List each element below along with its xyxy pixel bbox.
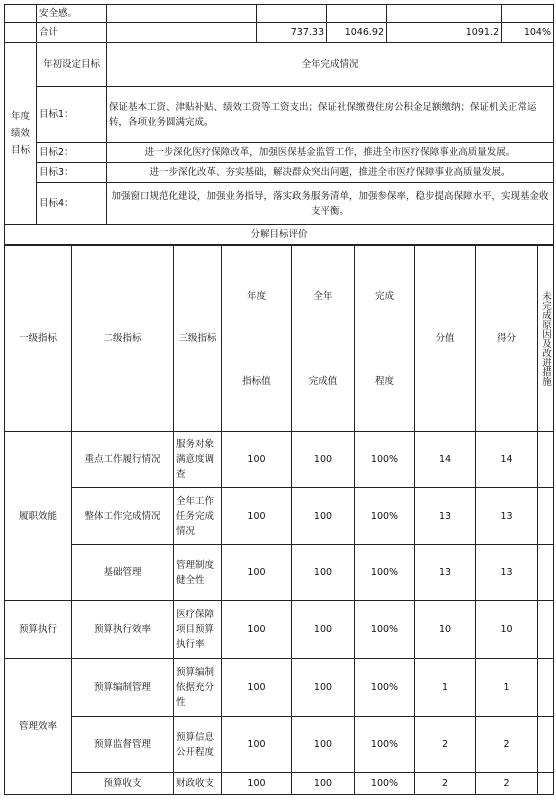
goals-table bbox=[4, 4, 554, 245]
row-level3: 预算编制依据充分性 bbox=[174, 659, 222, 717]
row-level2: 预算编制管理 bbox=[72, 659, 174, 717]
row-score: 13 bbox=[415, 488, 476, 545]
row-got: 1 bbox=[476, 659, 538, 717]
row-level3: 服务对象满意度调查 bbox=[174, 432, 222, 488]
row-level3: 预算信息公开程度 bbox=[174, 717, 222, 773]
row-rate: 100% bbox=[355, 488, 415, 545]
total-value: 104% bbox=[502, 23, 554, 43]
row-rate: 100% bbox=[355, 717, 415, 773]
row-annual: 100 bbox=[222, 545, 292, 601]
group-label: 管理效率 bbox=[5, 659, 72, 795]
row-level3: 财政收支 bbox=[174, 773, 222, 795]
row-rate: 100% bbox=[355, 432, 415, 488]
group-label: 预算执行 bbox=[5, 601, 72, 659]
goal-text: 保证基本工资、津贴补贴、绩效工资等工资支出；保证社保缴费住房公积金足额缴纳；保证机关正常运转，各项业务圆满完成。 bbox=[107, 87, 554, 143]
total-value: 1046.92 bbox=[327, 23, 387, 43]
goal-text: 进一步深化医疗保障改革，加强医保基金监管工作，推进全市医疗保障事业高质量发展。 bbox=[107, 143, 554, 163]
header-reason: 未完成原因及改进措施 bbox=[538, 246, 554, 432]
row-got: 2 bbox=[476, 773, 538, 795]
row-score: 14 bbox=[415, 432, 476, 488]
row-annual: 100 bbox=[222, 432, 292, 488]
row-got: 10 bbox=[476, 601, 538, 659]
row-rate: 100% bbox=[355, 601, 415, 659]
row-got: 13 bbox=[476, 488, 538, 545]
safety-text: 安全感。 bbox=[37, 5, 107, 23]
goal-label: 目标3： bbox=[37, 163, 107, 183]
row-level3: 全年工作任务完成情况 bbox=[174, 488, 222, 545]
row-level2: 预算执行效率 bbox=[72, 601, 174, 659]
header-score: 分值 bbox=[415, 246, 476, 432]
total-label: 合计 bbox=[37, 23, 107, 43]
row-score: 2 bbox=[415, 773, 476, 795]
row-score: 13 bbox=[415, 545, 476, 601]
header-completion: 完成 程度 bbox=[355, 246, 415, 432]
evaluation-title: 分解目标评价 bbox=[5, 225, 554, 245]
row-score: 10 bbox=[415, 601, 476, 659]
row-level2: 预算收支 bbox=[72, 773, 174, 795]
goal-label: 目标2： bbox=[37, 143, 107, 163]
row-rate: 100% bbox=[355, 545, 415, 601]
row-level3: 管理制度健全性 bbox=[174, 545, 222, 601]
row-rate: 100% bbox=[355, 659, 415, 717]
total-value: 1091.2 bbox=[387, 23, 502, 43]
header-level1: 一级指标 bbox=[5, 246, 72, 432]
row-full: 100 bbox=[292, 488, 355, 545]
goal-text: 进一步深化改革、夯实基础，解决群众突出问题，推进全市医疗保障事业高质量发展。 bbox=[107, 163, 554, 183]
goal-text: 加强窗口规范化建设，加强业务指导，落实政务服务清单，加强参保率，稳步提高保障水平，实现基金收支平衡。 bbox=[107, 183, 554, 225]
row-got: 2 bbox=[476, 717, 538, 773]
row-level2: 重点工作履行情况 bbox=[72, 432, 174, 488]
group-label: 履职效能 bbox=[5, 432, 72, 601]
goal-label: 目标4： bbox=[37, 183, 107, 225]
row-full: 100 bbox=[292, 659, 355, 717]
row-level2: 基础管理 bbox=[72, 545, 174, 601]
header-level2: 二级指标 bbox=[72, 246, 174, 432]
row-annual: 100 bbox=[222, 659, 292, 717]
header-annual: 年度 指标值 bbox=[222, 246, 292, 432]
row-full: 100 bbox=[292, 717, 355, 773]
header-fullyear: 全年 完成值 bbox=[292, 246, 355, 432]
header-got: 得分 bbox=[476, 246, 538, 432]
row-score: 2 bbox=[415, 717, 476, 773]
row-annual: 100 bbox=[222, 773, 292, 795]
row-full: 100 bbox=[292, 773, 355, 795]
row-rate: 100% bbox=[355, 773, 415, 795]
header-level3: 三级指标 bbox=[174, 246, 222, 432]
row-annual: 100 bbox=[222, 717, 292, 773]
evaluation-table bbox=[4, 245, 554, 795]
completion-header: 全年完成情况 bbox=[107, 43, 554, 87]
goal-label: 目标1： bbox=[37, 87, 107, 143]
left-spacer bbox=[5, 5, 37, 23]
row-full: 100 bbox=[292, 432, 355, 488]
row-annual: 100 bbox=[222, 601, 292, 659]
initial-goal-header: 年初设定目标 bbox=[37, 43, 107, 87]
row-annual: 100 bbox=[222, 488, 292, 545]
row-level3: 医疗保障项目预算执行率 bbox=[174, 601, 222, 659]
total-value: 737.33 bbox=[257, 23, 327, 43]
goals-section-label: 年度绩效目标 bbox=[5, 43, 37, 225]
row-got: 13 bbox=[476, 545, 538, 601]
row-got: 14 bbox=[476, 432, 538, 488]
row-level2: 整体工作完成情况 bbox=[72, 488, 174, 545]
row-full: 100 bbox=[292, 545, 355, 601]
row-level2: 预算监督管理 bbox=[72, 717, 174, 773]
row-full: 100 bbox=[292, 601, 355, 659]
row-score: 1 bbox=[415, 659, 476, 717]
